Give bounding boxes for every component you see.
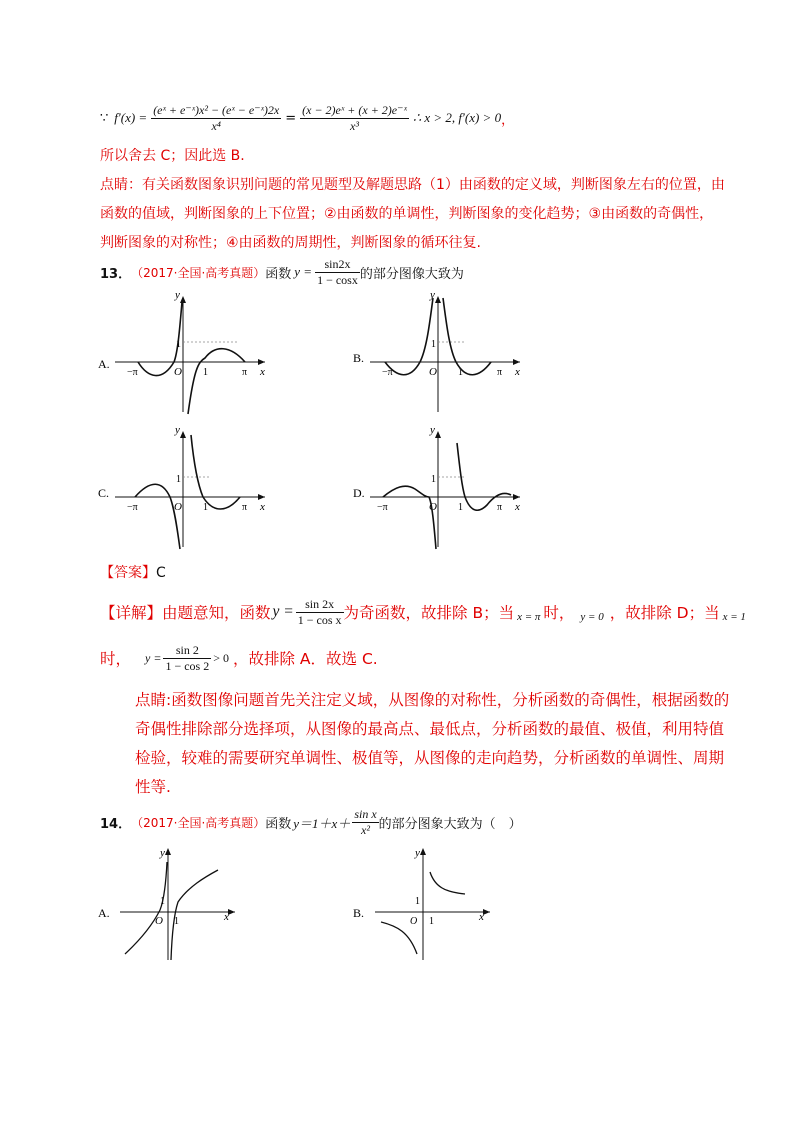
one-label-x: 1 bbox=[203, 502, 208, 513]
y-axis-arrow bbox=[180, 431, 186, 438]
origin-label: O bbox=[429, 366, 437, 378]
derivative-lhs: f′(x) = bbox=[114, 110, 148, 125]
pi-label: π bbox=[497, 502, 503, 513]
origin-label: O bbox=[174, 501, 182, 513]
y-label: y bbox=[175, 290, 180, 301]
origin-label: O bbox=[174, 366, 182, 378]
y-axis-arrow bbox=[435, 431, 441, 438]
y-label: y bbox=[430, 425, 435, 436]
derivative-line bbox=[100, 92, 514, 144]
question-source: （2017·全国·高考真题） bbox=[131, 265, 266, 280]
x-axis-arrow bbox=[258, 494, 265, 500]
y-label: y bbox=[175, 425, 180, 436]
x-axis-arrow bbox=[483, 909, 490, 915]
one-label-y: 1 bbox=[431, 339, 436, 350]
x-label: x bbox=[224, 911, 229, 923]
one-label-x: 1 bbox=[458, 367, 463, 378]
x-axis-arrow bbox=[258, 359, 265, 365]
x-axis-arrow bbox=[228, 909, 235, 915]
detail-text-a: 由题意知，函数 bbox=[162, 604, 271, 622]
q13-tip: 点睛:函数图像问题首先关注定义域，从图像的对称性，分析函数的奇偶性，根据函数的奇偶性排除部分选择项，从图像的最高点、最低点，分析函数的最值、极值，利用特值检验，较难的需要研究单调性、极值等，从图像的走向趋势，分析函数的单调性、周期性等. bbox=[135, 691, 730, 796]
detail-line-2 bbox=[100, 636, 378, 680]
answer-value: C bbox=[156, 565, 166, 581]
question-text-before: 函数 bbox=[265, 816, 292, 832]
detail-text-b: 为奇函数，故排除 B；当 bbox=[343, 604, 515, 622]
curve-left bbox=[125, 862, 167, 954]
graph-13d bbox=[345, 425, 535, 555]
question-13-stem bbox=[100, 252, 464, 292]
derivative-conclusion: ∴ x > 2, f′(x) > 0 bbox=[412, 110, 502, 125]
answer-tag: 【答案】 bbox=[100, 565, 156, 581]
option-c-label: C. bbox=[98, 486, 110, 500]
neg-pi-label: −π bbox=[127, 502, 138, 513]
curve-right bbox=[443, 298, 491, 375]
one-label-y: 1 bbox=[431, 474, 436, 485]
question-text-after: 的部分图象大致为（ ） bbox=[378, 816, 522, 832]
neg-pi-label: −π bbox=[127, 367, 138, 378]
neg-pi-label: −π bbox=[382, 367, 393, 378]
detail-line-1 bbox=[100, 590, 746, 634]
question-source: （2017·全国·高考真题） bbox=[131, 815, 266, 830]
question-number: 13． bbox=[100, 266, 132, 282]
y-axis-arrow bbox=[165, 848, 171, 855]
detail-line2-a: 时， bbox=[100, 650, 132, 668]
neg-pi-label: −π bbox=[377, 502, 388, 513]
detail-fraction: $\frac{\sin 2x}{\text{1 − cos x}}$ bbox=[297, 596, 342, 627]
y-label: y bbox=[430, 290, 435, 301]
option-b-label: B. bbox=[353, 351, 365, 365]
derivative-tail: ， bbox=[501, 112, 515, 128]
curve-left bbox=[135, 484, 180, 549]
graph-13c bbox=[90, 425, 280, 555]
detail-tag: 【详解】 bbox=[100, 604, 163, 622]
x-axis-arrow bbox=[513, 359, 520, 365]
one-label-y: 1 bbox=[176, 339, 181, 350]
detail-x1: x = 1 bbox=[722, 611, 746, 623]
formula-lhs: y＝1＋x＋ bbox=[293, 815, 351, 831]
origin-label: O bbox=[429, 501, 437, 513]
equals-sign: = bbox=[285, 110, 297, 126]
one-label-x: 1 bbox=[174, 916, 179, 927]
curve-left bbox=[383, 486, 436, 549]
graph-14b bbox=[345, 842, 505, 962]
x-label: x bbox=[515, 501, 520, 513]
one-label-y: 1 bbox=[160, 896, 165, 907]
detail-y0: y = 0 bbox=[580, 611, 604, 623]
option-d-label: D. bbox=[353, 486, 365, 500]
x-label: x bbox=[260, 501, 265, 513]
graph-13a bbox=[90, 290, 280, 420]
pi-label: π bbox=[242, 367, 248, 378]
question-number: 14． bbox=[100, 816, 132, 832]
one-label-x: 1 bbox=[203, 367, 208, 378]
detail2-fraction: $\frac{\sin 2}{1 - \cos 2}$ bbox=[165, 642, 210, 673]
y-label: y bbox=[415, 847, 420, 859]
y-axis-arrow bbox=[435, 296, 441, 303]
curve-right bbox=[171, 870, 218, 960]
curve-right bbox=[191, 435, 240, 509]
formula-fraction: $\frac{\text{sin x}}{\text{x²}}$ bbox=[354, 806, 377, 837]
curve-right bbox=[430, 872, 465, 894]
detail-x-pi: x = π bbox=[517, 611, 541, 623]
x-label: x bbox=[515, 366, 520, 378]
one-label-y: 1 bbox=[415, 896, 420, 907]
x-label: x bbox=[260, 366, 265, 378]
formula-lhs: y = bbox=[294, 264, 313, 279]
pi-label: π bbox=[497, 367, 503, 378]
detail2-lhs: y = bbox=[145, 650, 162, 665]
option-a-label: A. bbox=[98, 906, 110, 920]
x-axis-arrow bbox=[513, 494, 520, 500]
question-text-before: 函数 bbox=[265, 266, 292, 282]
detail2-gt0: > 0 bbox=[213, 650, 229, 665]
x-label: x bbox=[479, 911, 484, 923]
y-axis-arrow bbox=[180, 296, 186, 303]
y-label: y bbox=[160, 847, 165, 859]
detail-text-c: 时， bbox=[543, 604, 575, 622]
origin-label: O bbox=[155, 915, 163, 927]
prev-answer-line: 所以舍去 C；因此选 B. bbox=[100, 148, 245, 164]
formula-fraction: $\frac{\sin 2x}{1 - \cos x}$ bbox=[317, 256, 358, 287]
graph-14a bbox=[90, 842, 250, 962]
option-a-label: A. bbox=[98, 357, 110, 371]
detail-line2-b: ，故排除 A．故选 C. bbox=[233, 650, 378, 668]
origin-label: O bbox=[410, 916, 418, 927]
one-label-x: 1 bbox=[429, 916, 434, 927]
y-axis-arrow bbox=[420, 848, 426, 855]
question-text-after: 的部分图像大致为 bbox=[359, 266, 464, 282]
graph-13b bbox=[345, 290, 535, 420]
option-b-label: B. bbox=[353, 906, 365, 920]
answer-line bbox=[100, 562, 166, 584]
one-label-x: 1 bbox=[458, 502, 463, 513]
curve-right bbox=[188, 349, 248, 414]
one-label-y: 1 bbox=[176, 474, 181, 485]
curve-right bbox=[457, 443, 511, 510]
derivative-fraction-2: $\frac{\text{(x − 2)eˣ + (x + 2)e⁻ˣ}}{\text{x³}}$ bbox=[302, 102, 407, 133]
question-14-stem bbox=[100, 802, 522, 842]
detail-y-eq: y = bbox=[272, 603, 294, 620]
detail-text-d: ，故排除 D；当 bbox=[609, 604, 720, 622]
prev-tip: 点睛：有关函数图象识别问题的常见题型及解题思路（1）由函数的定义域，判断图象左右的位置，由函数的值域，判断图象的上下位置；②由函数的单调性，判断图象的变化趋势；③由函数的奇偶性，判断图象的对称性；④由函数的周期性，判断图象的循环往复. bbox=[100, 177, 725, 251]
curve-left bbox=[385, 298, 433, 375]
pi-label: π bbox=[242, 502, 248, 513]
because-symbol: ∵ bbox=[100, 110, 109, 126]
derivative-fraction-1: $\frac{\text{(eˣ + e⁻ˣ)x² − (eˣ − e⁻ˣ)2x}}{\text{x⁴}}$ bbox=[153, 102, 280, 133]
